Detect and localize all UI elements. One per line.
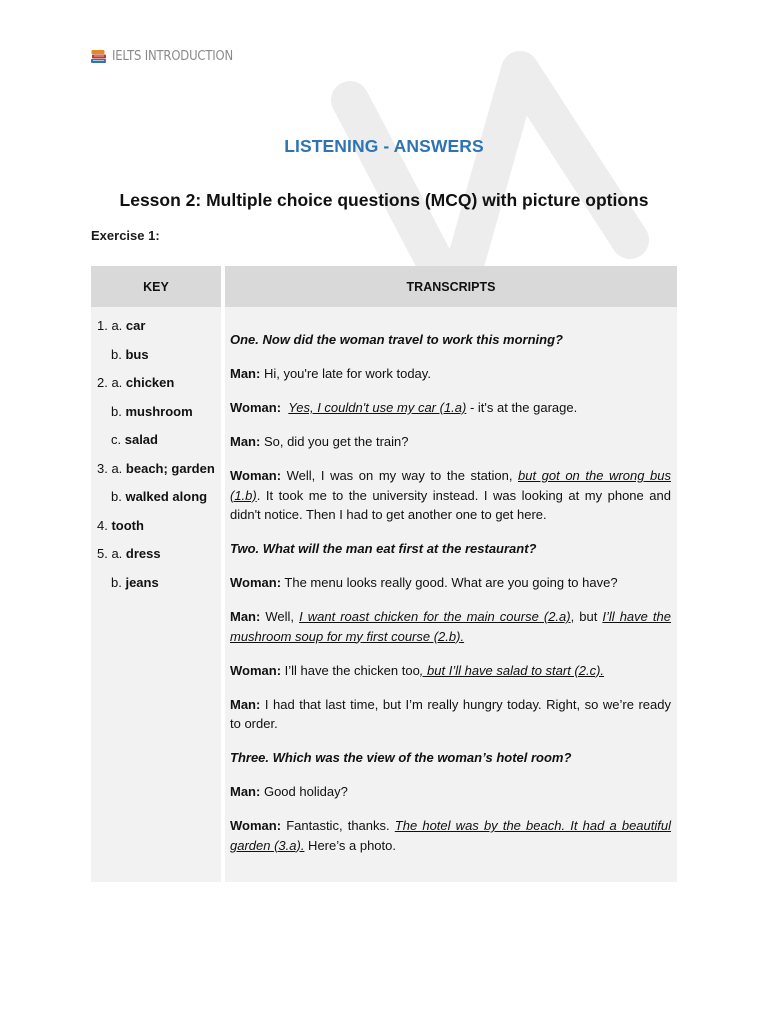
transcripts-column	[225, 266, 677, 882]
key-item: 2. a. chicken	[97, 375, 175, 390]
answer-highlight: I want roast chicken for the main course (2.a)	[299, 609, 571, 624]
question-1: One. Now did the woman travel to work this morning?	[230, 332, 563, 347]
transcript-line: Man: I had that last time, but I’m really hungry today. Right, so we’re ready to order.	[230, 696, 671, 731]
key-item: 5. a. dress	[97, 546, 161, 561]
books-icon	[90, 49, 107, 64]
brand-logo	[90, 48, 253, 64]
answer-highlight: but got on the wrong bus (1.b)	[230, 468, 671, 503]
transcript-line: Woman: Well, I was on my way to the station, but got on the wrong bus (1.b). It took me to the university instead. I was looking at my phone and didn't notice. Then I had to get another one to get here.	[230, 468, 671, 522]
key-item: 3. a. beach; garden	[97, 460, 215, 476]
exercise-label: Exercise 1:	[91, 228, 160, 243]
transcript-line: Woman: Yes, I couldn't use my car (1.a) - it's at the garage.	[230, 400, 578, 415]
key-item: 1. a. car	[97, 318, 146, 333]
answer-highlight: , but I’ll have salad to start (2.c).	[419, 662, 605, 678]
question-2: Two. What will the man eat first at the restaurant?	[230, 541, 537, 556]
transcripts-header: TRANSCRIPTS	[225, 266, 677, 307]
key-item: b. jeans	[111, 574, 159, 590]
key-item: 4. tooth	[97, 517, 144, 533]
transcript-body	[230, 330, 671, 870]
key-header: KEY	[91, 266, 221, 307]
answer-highlight: Yes, I couldn't use my car (1.a)	[288, 400, 467, 415]
key-item: b. mushroom	[111, 403, 193, 419]
key-item: b. bus	[111, 346, 149, 362]
page-heading: LISTENING - ANSWERS	[284, 136, 484, 156]
answer-highlight: I’ll have the mushroom soup for my first course (2.b).	[230, 609, 671, 644]
answer-highlight: The hotel was by the beach. It had a beautiful garden (3.a).	[230, 818, 671, 853]
transcript-line: Man: Hi, you're late for work today.	[230, 366, 431, 381]
transcript-line: Woman: Fantastic, thanks. The hotel was by the beach. It had a beautiful garden (3.a). Here’s a photo.	[230, 818, 671, 853]
transcript-line: Man: So, did you get the train?	[230, 434, 409, 449]
transcript-line: Man: Well, I want roast chicken for the main course (2.a), but I’ll have the mushroom soup for my first course (2.b).	[230, 609, 671, 644]
lesson-title: Lesson 2: Multiple choice questions (MCQ) with picture options	[119, 190, 649, 210]
key-item: b. walked along	[111, 489, 208, 504]
transcript-line: Woman: The menu looks really good. What are you going to have?	[230, 575, 618, 590]
transcript-line: Man: Good holiday?	[230, 784, 348, 799]
key-list	[97, 317, 215, 602]
transcript-line: Woman: I’ll have the chicken too, but I’ll have salad to start (2.c).	[230, 662, 605, 678]
key-column	[91, 266, 221, 882]
key-item: c. salad	[111, 432, 158, 447]
question-3: Three. Which was the view of the woman’s hotel room?	[230, 750, 572, 765]
logo-text: IELTS INTRODUCTION	[112, 48, 233, 64]
